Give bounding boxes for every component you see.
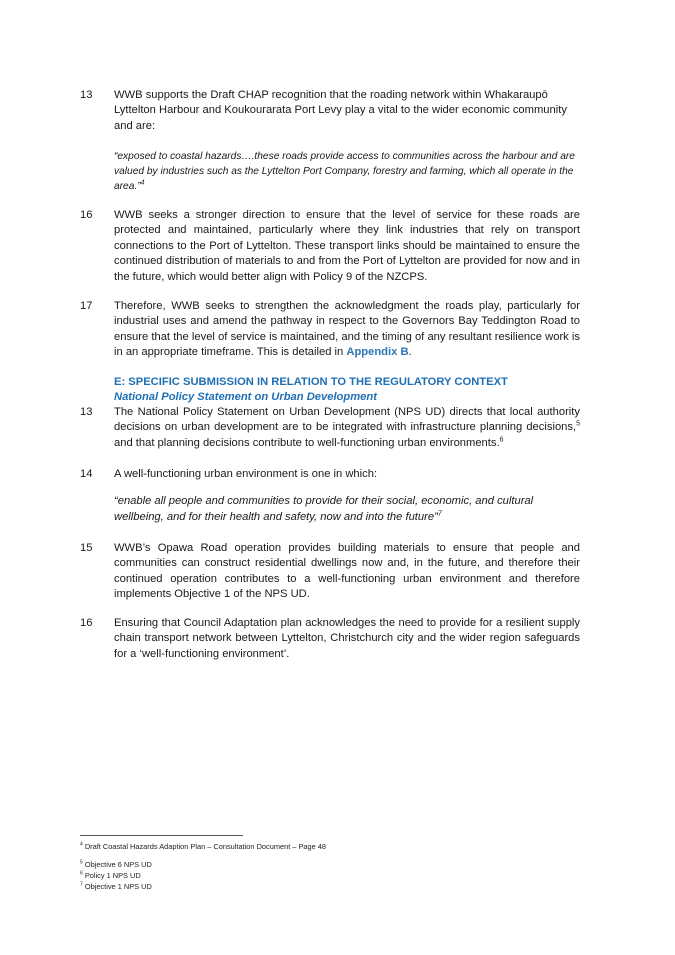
footnote-number: 4 [80,841,83,848]
section-heading [114,375,580,404]
footnote-text: Draft Coastal Hazards Adaption Plan – Consultation Document – Page 48 [84,842,327,851]
footnote-7 [80,882,152,892]
quote-text: “enable all people and communities to provide for their social, economic, and cultural wellbeing, and for their health and safety, now and into the future” [114,495,534,523]
quote-text: “exposed to coastal hazards….these roads provide access to communities across the harbour and are valued by industries such as the Lyttelton Port Company, forestry and farming, which all operate in the area.” [114,151,575,192]
footnote-number: 5 [80,859,83,866]
paragraph-17-strengthen [80,299,580,361]
paragraph-13-nps-ud [80,405,580,451]
footnote-5 [80,860,152,870]
footnote-number: 7 [80,881,83,888]
paragraph-number: 15 [80,542,93,554]
paragraph-text-before: The National Policy Statement on Urban Development (NPS UD) directs that local authority decisions on urban development are to be integrated with infrastructure planning decisions, [114,406,580,434]
footnote-separator [80,835,243,836]
paragraph-16-council-adaptation [80,616,580,662]
footnote-4 [80,842,326,852]
section-title: E: SPECIFIC SUBMISSION IN RELATION TO THE REGULATORY CONTEXT [114,376,508,388]
footnote-text: Objective 1 NPS UD [84,882,152,891]
footnote-ref-6[interactable]: 6 [499,436,504,444]
paragraph-text: WWB supports the Draft CHAP recognition that the roading network within Whakaraupō Lyttelton Harbour and Koukourarata Port Levy play a vital to the wider economic community and are: [114,89,567,132]
paragraph-text: Ensuring that Council Adaptation plan acknowledges the need to provide for a resilient supply chain transport network between Lyttelton, Christchurch city and the wider region safeguards for a ‘well-functioning environment’. [114,617,580,660]
paragraph-number: 13 [80,89,93,101]
footnote-text: Objective 6 NPS UD [84,860,152,869]
paragraph-text [114,299,580,361]
appendix-b-link[interactable]: Appendix B [346,346,409,359]
paragraph-13-roading [80,88,580,134]
footnote-text: Policy 1 NPS UD [84,871,141,880]
paragraph-14-well-functioning [80,467,580,482]
paragraph-text: A well-functioning urban environment is one in which: [114,468,378,480]
footnote-6 [80,871,141,881]
paragraph-text-mid: and that planning decisions contribute to well-functioning urban environments. [114,436,500,449]
paragraph-text: WWB seeks a stronger direction to ensure that the level of service for these roads are protected and maintained, particularly where they link industries that rely on transport connections to the Port of Lyttelton. These transport links should be maintained to ensure the continued distribution of materials to and from the Port of Lyttelton are provided for now and in the future, which would better align with Policy 9 of the NZCPS. [114,209,580,283]
paragraph-text [114,405,580,451]
paragraph-number: 16 [80,209,93,221]
footnote-ref-4[interactable]: 4 [140,179,145,187]
paragraph-text: WWB’s Opawa Road operation provides building materials to ensure that people and communities can construct residential dwellings now and, in the future, and therefore their continued operation contributes to a well-functioning urban environment and therefore implements Objective 1 of the NPS UD. [114,542,580,601]
section-subtitle: National Policy Statement on Urban Development [114,390,377,403]
paragraph-text-before: Therefore, WWB seeks to strengthen the acknowledgment the roads play, particularly for industrial uses and amend the pathway in respect to the Governors Bay Teddington Road to ensure that the level of service is maintained, and the timing of any resultant resilience work is in an appropriate timeframe. This is detailed in [114,300,580,359]
footnote-ref-7[interactable]: 7 [437,509,442,517]
paragraph-number: 14 [80,468,93,480]
paragraph-16-level-of-service [80,208,580,285]
paragraph-15-opawa-road [80,541,580,603]
paragraph-number: 13 [80,406,93,418]
paragraph-text-after: . [408,346,412,359]
paragraph-number: 17 [80,300,93,312]
block-quote-enable-people [114,494,580,525]
block-quote-coastal-hazards [114,149,580,194]
footnote-number: 6 [80,870,83,877]
paragraph-number: 16 [80,617,93,629]
footnote-ref-5[interactable]: 5 [576,420,580,428]
